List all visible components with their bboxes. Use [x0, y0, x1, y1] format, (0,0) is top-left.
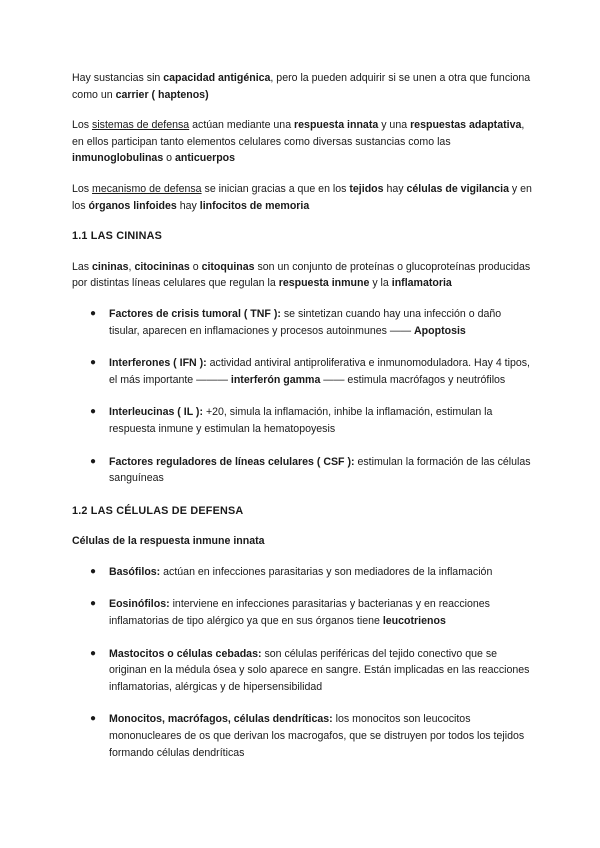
- bullet-icon: ●: [90, 455, 97, 467]
- text: y en los: [72, 182, 532, 212]
- paragraph-mecanismo-defensa: [72, 181, 532, 214]
- paragraph-haptenos: [72, 70, 532, 103]
- list-item: [72, 646, 532, 696]
- list-item: [72, 404, 532, 437]
- bold-term: anticuerpos: [175, 152, 236, 165]
- list-item: [72, 306, 532, 339]
- item-text-tail: —— estimula macrófagos y neutrófilos: [320, 373, 506, 386]
- text: son un conjunto de proteínas o glucoproteínas producidas por distintas líneas celulares que regulan la: [72, 260, 531, 290]
- item-text: +20, simula la inflamación, inhibe la inflamación, estimulan la respuesta inmune y estimulan la hematopoyesis: [109, 406, 493, 435]
- list-item: [72, 454, 532, 487]
- item-bold: leucotrienos: [382, 615, 446, 628]
- item-term: Factores de crisis tumoral ( TNF ):: [109, 307, 281, 320]
- item-text: estimulan la formación de las células sanguíneas: [109, 455, 531, 485]
- document-page: [72, 70, 532, 777]
- item-term: Eosinófilos:: [109, 598, 170, 611]
- text: hay: [383, 182, 407, 195]
- text: y una: [378, 119, 411, 132]
- list-item: [72, 711, 532, 761]
- paragraph-cininas: [72, 259, 532, 292]
- item-bold: Apoptosis: [414, 324, 466, 337]
- item-term: Basófilos:: [109, 565, 161, 578]
- bullet-icon: ●: [90, 406, 97, 418]
- paragraph-sistemas-defensa: [72, 117, 532, 167]
- text: hay: [176, 199, 200, 212]
- section-heading-cininas: 1.1 LAS CININAS: [72, 230, 162, 243]
- bold-term: linfocitos de memoria: [199, 199, 310, 212]
- text: o: [163, 152, 175, 165]
- underlined-term: sistemas de defensa: [92, 119, 190, 132]
- bold-term: tejidos: [349, 182, 384, 195]
- item-term: Interleucinas ( IL ):: [109, 406, 203, 419]
- celulas-list: [72, 564, 532, 761]
- item-bold: interferón gamma: [230, 373, 321, 386]
- bold-term: respuestas adaptativa: [410, 119, 522, 132]
- item-text: interviene en infecciones parasitarias y bacterianas y en reacciones inflamatorias de tipo alérgico ya que en sus órganos tiene: [109, 598, 490, 628]
- text: se inician gracias a que en los: [201, 182, 350, 195]
- item-text: los monocitos son leucocitos mononucleares de os que derivan los macrogafos, que se distruyen por todos los tejidos formando células dendríticas: [109, 713, 525, 759]
- bullet-icon: ●: [90, 647, 97, 659]
- list-item: [72, 564, 532, 581]
- bold-term: respuesta inmune: [278, 277, 370, 290]
- bold-term: inflamatoria: [391, 277, 452, 290]
- bullet-icon: ●: [90, 598, 97, 610]
- item-term: Factores reguladores de líneas celulares ( CSF ):: [109, 455, 355, 468]
- item-term: Mastocitos o células cebadas:: [109, 647, 262, 660]
- list-item: [72, 355, 532, 388]
- item-term: Interferones ( IFN ):: [109, 357, 207, 370]
- item-text: actividad antiviral antiproliferativa e inmunomoduladora. Hay 4 tipos, el más importante ———: [109, 357, 530, 386]
- text: Las: [72, 260, 93, 273]
- bold-term: inmunoglobulinas: [72, 152, 164, 165]
- bold-term: cininas: [92, 260, 129, 273]
- bold-term: citoquinas: [201, 260, 255, 273]
- bold-term: capacidad antigénica: [163, 72, 271, 84]
- list-item: [72, 596, 532, 629]
- bold-term: carrier ( haptenos): [115, 88, 209, 101]
- bold-term: citocininas: [134, 260, 190, 273]
- text: , pero la pueden adquirir si se unen a otra que funciona como un: [72, 72, 531, 101]
- bold-term: órganos linfoides: [88, 199, 177, 212]
- section-heading-celulas: 1.2 LAS CÉLULAS DE DEFENSA: [72, 504, 244, 517]
- bullet-icon: ●: [90, 307, 97, 319]
- bold-term: respuesta innata: [294, 119, 379, 132]
- text: Los: [72, 119, 93, 132]
- bullet-icon: ●: [90, 565, 97, 577]
- text: ,: [128, 260, 135, 273]
- text: Hay sustancias sin: [72, 72, 164, 84]
- item-text: son células periféricas del tejido conectivo que se originan en la médula ósea y solo aparece en sangre. Están implicadas en las reacciones inflamatorias, alérgicas y de hipersensibilidad: [109, 647, 530, 693]
- item-text: actúan en infecciones parasitarias y son mediadores de la inflamación: [160, 565, 493, 578]
- text: o: [189, 260, 202, 273]
- cininas-list: [72, 306, 532, 487]
- text: , en ellos participan tanto elementos celulares como diversas sustancias como las: [72, 119, 525, 148]
- text: Los: [72, 182, 93, 195]
- text: y la: [369, 277, 392, 290]
- text: actúan mediante una: [189, 119, 295, 132]
- item-text: se sintetizan cuando hay una infección o daño tisular, aparecen en inflamaciones y procesos autoinmunes ——: [109, 307, 502, 337]
- bullet-icon: ●: [90, 357, 97, 369]
- subheading-innata: Células de la respuesta inmune innata: [72, 535, 265, 548]
- bullet-icon: ●: [90, 713, 97, 725]
- item-term: Monocitos, macrófagos, células dendríticas:: [109, 713, 333, 726]
- bold-term: células de vigilancia: [406, 182, 509, 195]
- underlined-term: mecanismo de defensa: [92, 182, 202, 195]
